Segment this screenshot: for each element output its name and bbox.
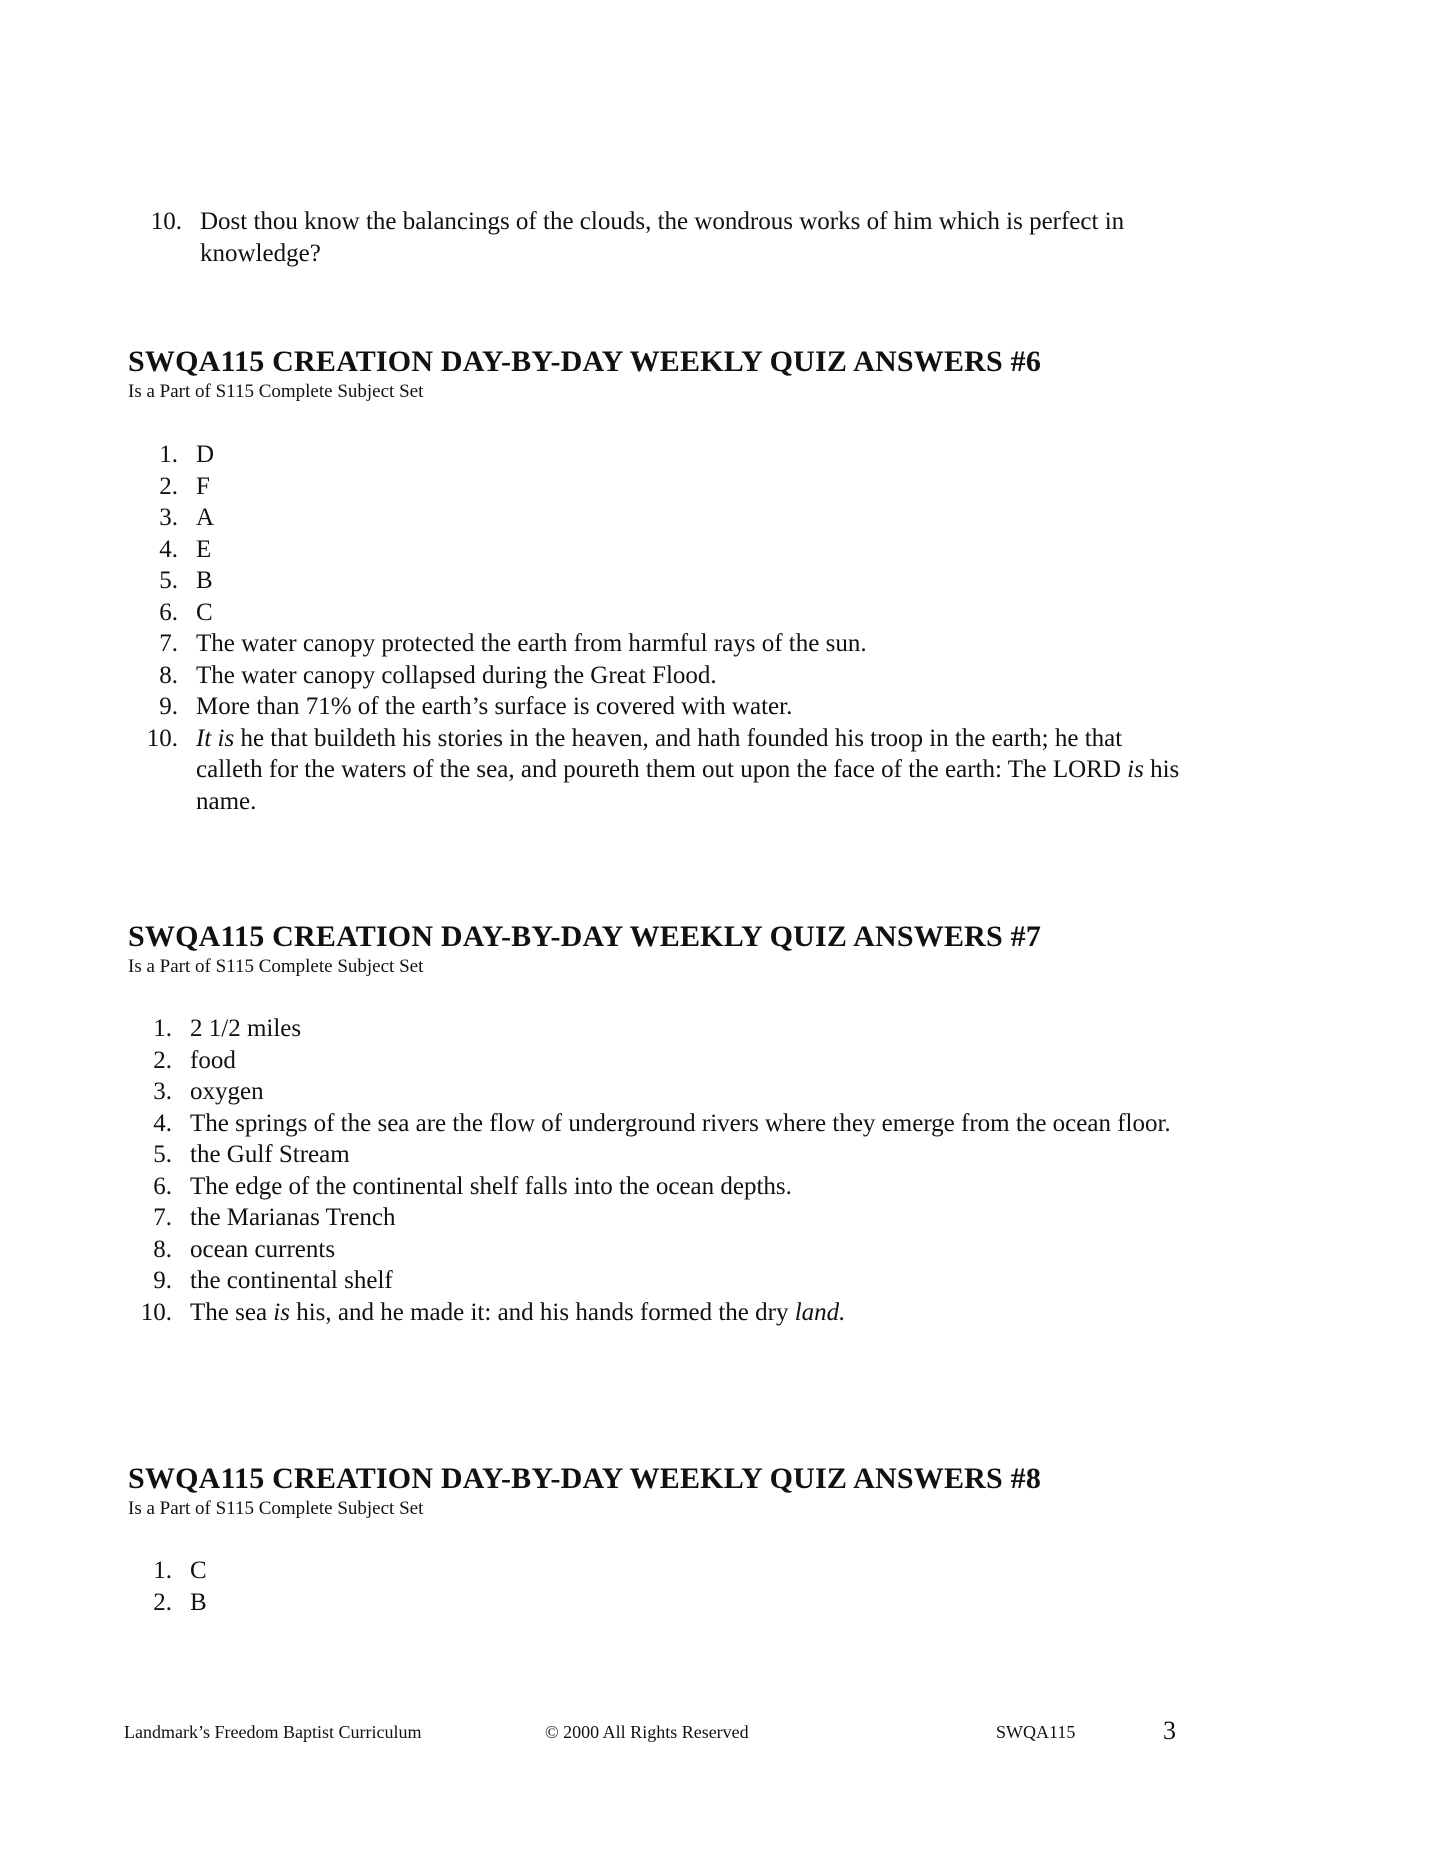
answer-number: 1. (153, 1557, 172, 1584)
page-footer (0, 1716, 1445, 1752)
answer-italic-segment: It is (196, 724, 235, 752)
answer-text (196, 691, 1188, 723)
answer-segment: B (190, 1588, 207, 1616)
answer-segment: 2 1/2 miles (190, 1015, 302, 1042)
answer-text (196, 597, 1188, 629)
answer-text (190, 1013, 1198, 1045)
answer-item (118, 1265, 1198, 1297)
footer-publisher: Landmark’s Freedom Baptist Curriculum (124, 1722, 422, 1742)
section-subtitle: Is a Part of S115 Complete Subject Set (128, 1498, 424, 1519)
answer-segment: C (190, 1557, 207, 1584)
answer-number: 3. (159, 504, 178, 531)
answer-segment: F (196, 472, 210, 500)
answer-segment: E (196, 535, 212, 563)
answer-italic-segment: land. (794, 1298, 846, 1326)
answer-item (124, 471, 1188, 503)
answer-number: 3. (153, 1078, 172, 1105)
list-item (128, 206, 1188, 269)
answer-number: 5. (153, 1141, 172, 1168)
answer-segment: ocean currents (190, 1235, 336, 1263)
answer-text (196, 439, 1188, 471)
answer-text (190, 1297, 1198, 1329)
quiz-section-7 (128, 920, 1208, 978)
page-number: 3 (1163, 1716, 1176, 1745)
answer-number: 7. (159, 630, 178, 657)
answer-item (124, 565, 1188, 597)
top-item (128, 206, 1188, 269)
answer-item (118, 1555, 1198, 1587)
answer-number: 2. (153, 1588, 172, 1616)
answer-segment: B (196, 567, 213, 594)
answer-item (124, 723, 1188, 818)
answer-number: 9. (159, 693, 178, 720)
answer-item (118, 1587, 1198, 1619)
answer-item (118, 1297, 1198, 1329)
answer-number: 7. (153, 1204, 172, 1231)
answer-text (190, 1202, 1198, 1234)
answer-text (196, 723, 1188, 818)
footer-copyright: © 2000 All Rights Reserved (545, 1722, 749, 1742)
answer-segment: oxygen (190, 1078, 264, 1105)
answer-item (124, 502, 1188, 534)
answer-segment: his name. (196, 756, 1180, 815)
answer-item (124, 660, 1188, 692)
answer-list-7 (118, 1013, 1198, 1328)
answer-item (118, 1171, 1198, 1203)
answer-item (118, 1045, 1198, 1077)
answer-text (196, 660, 1188, 692)
answer-text (190, 1139, 1198, 1171)
quiz-section-6 (128, 345, 1208, 403)
answer-number: 2. (159, 472, 178, 500)
answer-text (190, 1076, 1198, 1108)
item-number: 10. (150, 208, 182, 235)
answer-item (118, 1139, 1198, 1171)
answer-item (118, 1013, 1198, 1045)
answer-segment: The springs of the sea are the flow of underground rivers where they emerge from the ocean floor. (190, 1109, 1171, 1137)
answer-text (196, 628, 1188, 660)
answer-number: 4. (153, 1109, 172, 1137)
answer-segment: he that buildeth his stories in the heaven, and hath founded his troop in the earth; he that calleth for the waters of the sea, and poureth them out upon the face of the earth: The LORD (196, 724, 1128, 783)
item-text: Dost thou know the balancings of the clouds, the wondrous works of him which is perfect in knowledge? (200, 208, 1125, 267)
footer-code: SWQA115 (996, 1722, 1076, 1742)
answer-segment: D (196, 441, 215, 468)
answer-number: 5. (159, 567, 178, 594)
answer-item (124, 597, 1188, 629)
answer-item (124, 628, 1188, 660)
answer-list-6 (124, 439, 1188, 817)
answer-text (190, 1171, 1198, 1203)
answer-italic-segment: is (1127, 756, 1144, 783)
answer-number: 1. (159, 441, 178, 468)
answer-number: 8. (159, 661, 178, 689)
quiz-section-8 (128, 1462, 1208, 1520)
answer-item (118, 1108, 1198, 1140)
answer-number: 9. (153, 1267, 172, 1294)
section-subtitle: Is a Part of S115 Complete Subject Set (128, 381, 424, 402)
answer-segment: his, and he made it: and his hands formed the dry (289, 1298, 795, 1326)
answer-item (118, 1234, 1198, 1266)
answer-segment: More than 71% of the earth’s surface is covered with water. (196, 693, 793, 720)
answer-list-8 (118, 1555, 1198, 1618)
answer-segment: The edge of the continental shelf falls into the ocean depths. (190, 1172, 792, 1200)
answer-segment: food (190, 1046, 236, 1074)
answer-text (196, 534, 1188, 566)
section-title: SWQA115 CREATION DAY-BY-DAY WEEKLY QUIZ ANSWERS #8 (128, 1462, 1042, 1495)
answer-segment: the Marianas Trench (190, 1204, 396, 1231)
answer-segment: the continental shelf (190, 1267, 393, 1294)
answer-number: 6. (153, 1172, 172, 1200)
section-subtitle: Is a Part of S115 Complete Subject Set (128, 956, 424, 977)
answer-item (124, 439, 1188, 471)
answer-segment: A (196, 504, 215, 531)
answer-number: 1. (153, 1015, 172, 1042)
answer-item (124, 534, 1188, 566)
answer-text (196, 502, 1188, 534)
answer-number: 8. (153, 1235, 172, 1263)
answer-number: 10. (146, 724, 178, 752)
answer-item (118, 1202, 1198, 1234)
answer-text (196, 565, 1188, 597)
answer-item (124, 691, 1188, 723)
answer-text (190, 1045, 1198, 1077)
answer-segment: The water canopy collapsed during the Great Flood. (196, 661, 717, 689)
answer-number: 2. (153, 1046, 172, 1074)
answer-number: 4. (159, 535, 178, 563)
answer-number: 10. (140, 1298, 172, 1326)
answer-text (196, 471, 1188, 503)
answer-text (190, 1265, 1198, 1297)
answer-text (190, 1587, 1198, 1619)
answer-text (190, 1108, 1198, 1140)
answer-italic-segment: is (273, 1298, 290, 1326)
section-title: SWQA115 CREATION DAY-BY-DAY WEEKLY QUIZ ANSWERS #6 (128, 345, 1042, 378)
answer-text (190, 1555, 1198, 1587)
answer-item (118, 1076, 1198, 1108)
answer-segment: C (196, 598, 213, 626)
answer-segment: The sea (190, 1298, 274, 1326)
answer-text (190, 1234, 1198, 1266)
answer-number: 6. (159, 598, 178, 626)
section-title: SWQA115 CREATION DAY-BY-DAY WEEKLY QUIZ ANSWERS #7 (128, 920, 1042, 953)
answer-segment: The water canopy protected the earth from harmful rays of the sun. (196, 630, 867, 657)
answer-segment: the Gulf Stream (190, 1141, 350, 1168)
